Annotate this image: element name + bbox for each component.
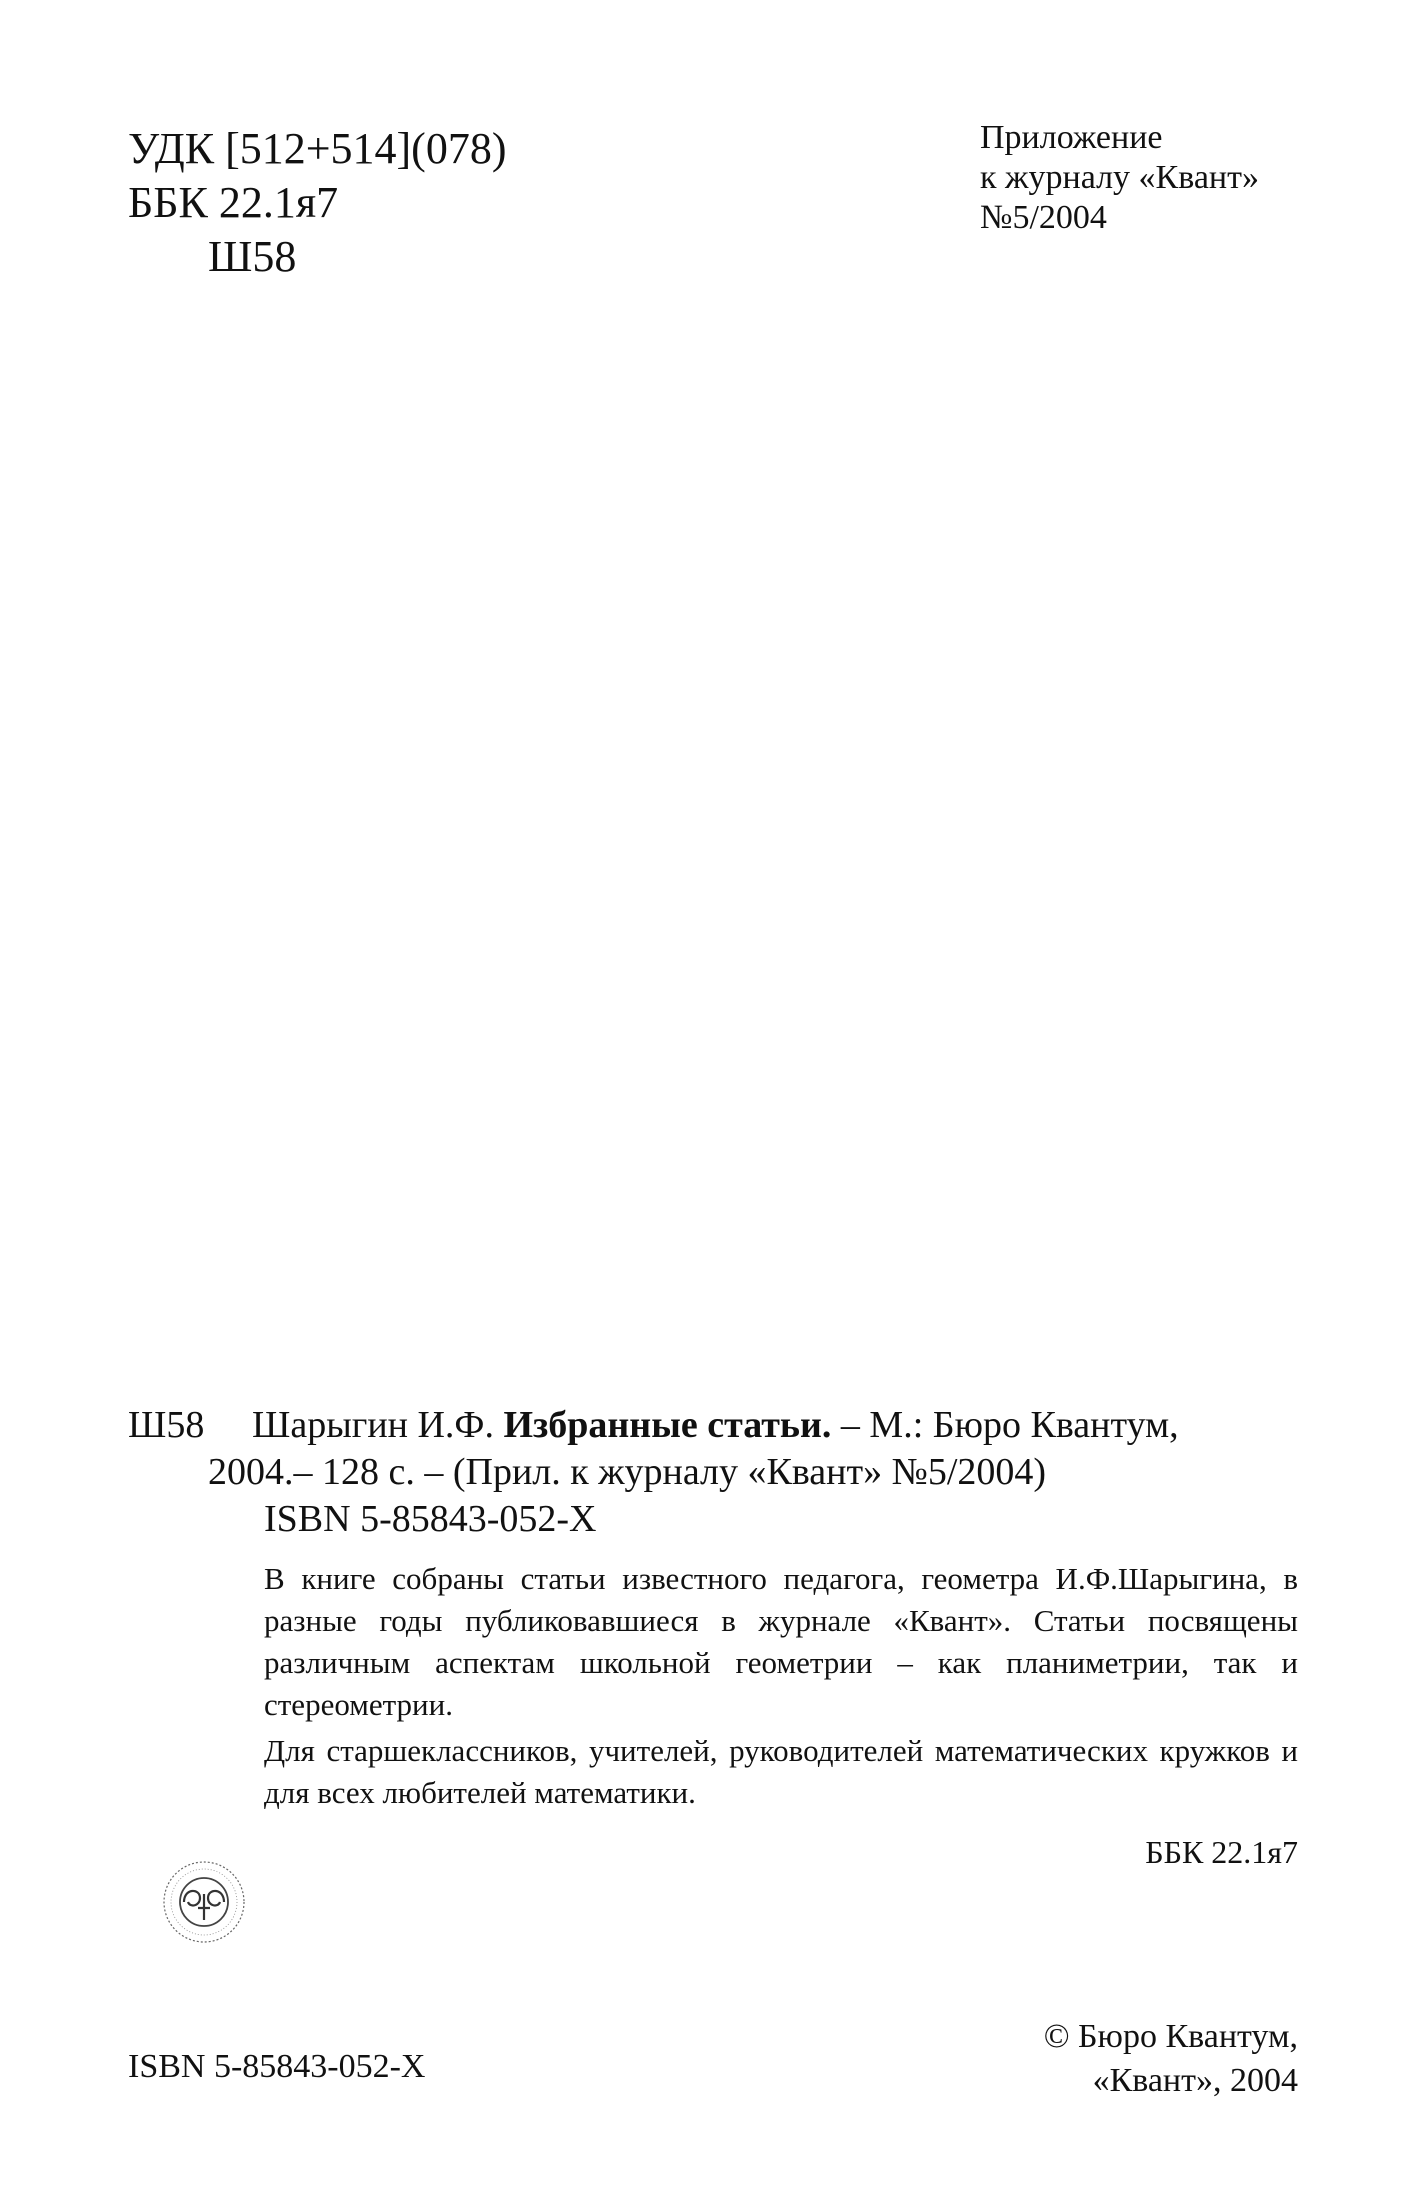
author-mark: Ш58 [208,232,297,281]
copyright-block [1044,2015,1298,2103]
classification-block [128,122,507,284]
supplement-line-1: Приложение [980,119,1163,156]
supplement-note [980,118,1259,238]
entry-code: Ш58 [128,1404,205,1446]
annotation-paragraph-1: В книге собраны статьи известного педагога, геометра И.Ф.Шарыгина, в разные годы публиковавшиеся в журнале «Квант». Статьи посвящены различным аспектам школьной геометрии – как планиметрии, так и стереометрии. [264,1561,1298,1722]
bbk-code-right: ББК 22.1я7 [1145,1834,1298,1870]
entry-isbn: ISBN 5-85843-052-X [264,1498,597,1540]
entry-line-1 [128,1402,1298,1449]
entry-publisher: – М.: Бюро Квантум, [831,1404,1179,1446]
entry-line-2: 2004.– 128 с. – (Прил. к журналу «Квант» №5/2004) [208,1451,1047,1493]
copyright-line-2: «Квант», 2004 [1092,2062,1298,2099]
bibliographic-entry [128,1402,1298,1543]
annotation [264,1558,1298,1814]
isbn-bottom: ISBN 5-85843-052-X [128,2048,426,2085]
annotation-paragraph-2: Для старшеклассников, учителей, руководителей математических кружков и для всех любителей математики. [264,1733,1298,1810]
supplement-line-2: к журналу «Квант» [980,159,1259,196]
entry-title: Избранные статьи. [503,1404,832,1446]
rfbr-stamp-icon [160,1858,248,1946]
bbk-code: ББК 22.1я7 [128,178,339,227]
entry-author: Шарыгин И.Ф. [252,1404,494,1446]
supplement-line-3: №5/2004 [980,199,1107,236]
udk-code: УДК [512+514](078) [128,124,507,173]
copyright-line-1: © Бюро Квантум, [1043,2018,1298,2055]
